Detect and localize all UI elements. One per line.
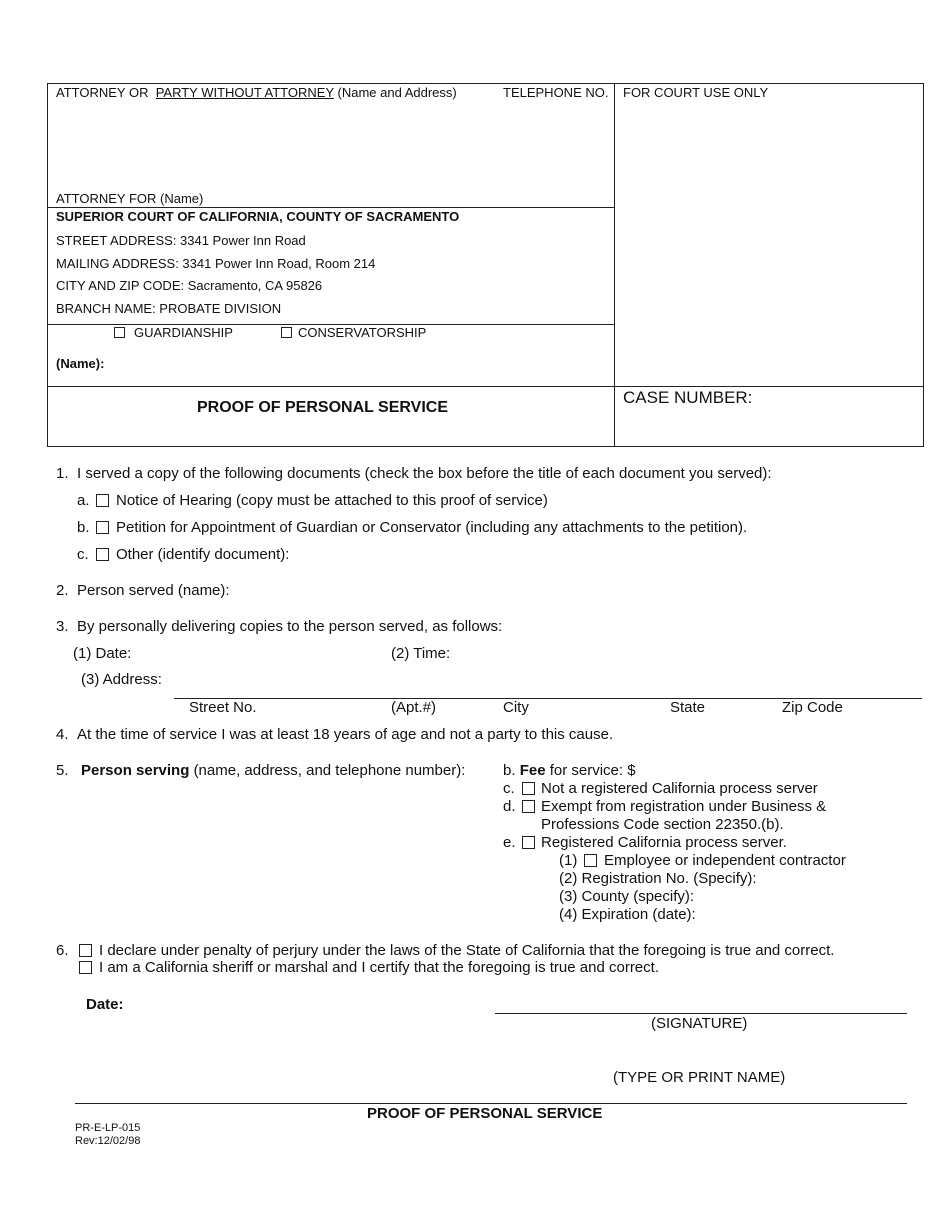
guardianship-checkbox[interactable] (114, 327, 125, 338)
state-label: State (670, 699, 706, 716)
declaration-date-label: Date: (86, 996, 124, 1013)
notice-of-hearing-checkbox[interactable] (96, 494, 109, 507)
item1-text: I served a copy of the following documents (check the box before the title of each document you served): (77, 465, 772, 482)
street-address: STREET ADDRESS: 3341 Power Inn Road (56, 233, 306, 248)
service-time-label: (2) Time: (391, 645, 451, 662)
not-registered-label: Not a registered California process server (541, 780, 818, 797)
employee-num: (1) (559, 852, 578, 869)
service-date-label: (1) Date: (73, 645, 132, 662)
age-statement: At the time of service I was at least 18 years of age and not a party to this cause. (77, 726, 614, 743)
court-use-label: FOR COURT USE ONLY (623, 85, 769, 100)
name-label: (Name): (56, 356, 105, 371)
other-document-checkbox[interactable] (96, 548, 109, 561)
item1b-letter: b. (77, 519, 90, 536)
telephone-label: TELEPHONE NO. (503, 85, 609, 100)
caption-divider (614, 83, 615, 446)
item5c-letter: c. (503, 780, 515, 797)
county-label: (3) County (specify): (559, 888, 695, 905)
item4-num: 4. (56, 726, 69, 743)
delivery-label: By personally delivering copies to the person served, as follows: (77, 618, 503, 635)
apt-label: (Apt.#) (391, 699, 437, 716)
perjury-declaration: I declare under penalty of perjury under the laws of the State of California that the foregoing is true and correct. (99, 942, 835, 959)
form-id: PR-E-LP-015 (75, 1122, 141, 1134)
expiration-label: (4) Expiration (date): (559, 906, 696, 923)
item3-num: 3. (56, 618, 69, 635)
court-rule (47, 207, 614, 208)
other-document-label: Other (identify document): (116, 546, 290, 563)
person-served-label: Person served (name): (77, 582, 230, 599)
signature-line[interactable] (495, 1013, 907, 1014)
item1-num: 1. (56, 465, 69, 482)
party-without-attorney-label: PARTY WITHOUT ATTORNEY (155, 85, 334, 100)
employee-label: Employee or independent contractor (604, 852, 846, 869)
exempt-label-2: Professions Code section 22350.(b). (541, 816, 784, 833)
not-registered-checkbox[interactable] (522, 782, 535, 795)
registered-label: Registered California process server. (541, 834, 787, 851)
city-zip: CITY AND ZIP CODE: Sacramento, CA 95826 (56, 278, 323, 293)
item6-num: 6. (56, 942, 69, 959)
conservatorship-label: CONSERVATORSHIP (298, 325, 427, 340)
guardianship-label: GUARDIANSHIP (134, 325, 233, 340)
mailing-address: MAILING ADDRESS: 3341 Power Inn Road, Room 214 (56, 256, 376, 271)
fee-label: b. Fee for service: $ (503, 762, 636, 779)
perjury-checkbox[interactable] (79, 944, 92, 957)
footer-title: PROOF OF PERSONAL SERVICE (367, 1105, 603, 1122)
item5e-letter: e. (503, 834, 516, 851)
service-address-label: (3) Address: (81, 671, 162, 688)
signature-label: (SIGNATURE) (651, 1015, 748, 1032)
item2-num: 2. (56, 582, 69, 599)
item1a-letter: a. (77, 492, 90, 509)
court-name: SUPERIOR COURT OF CALIFORNIA, COUNTY OF SACRAMENTO (56, 209, 460, 224)
person-serving-label: Person serving (name, address, and telephone number): (81, 762, 466, 779)
notice-of-hearing-label: Notice of Hearing (copy must be attached to this proof of service) (116, 492, 548, 509)
exempt-label-1: Exempt from registration under Business & (541, 798, 827, 815)
zip-label: Zip Code (782, 699, 843, 716)
print-name-label: (TYPE OR PRINT NAME) (613, 1069, 786, 1086)
petition-checkbox[interactable] (96, 521, 109, 534)
attorney-label: ATTORNEY OR PARTY WITHOUT ATTORNEY (Name and Address) (56, 85, 457, 100)
attorney-for-label: ATTORNEY FOR (Name) (56, 191, 204, 206)
sheriff-declaration: I am a California sheriff or marshal and I certify that the foregoing is true and correct. (99, 959, 659, 976)
branch-name: BRANCH NAME: PROBATE DIVISION (56, 301, 282, 316)
registration-no-label: (2) Registration No. (Specify): (559, 870, 757, 887)
exempt-checkbox[interactable] (522, 800, 535, 813)
item1c-letter: c. (77, 546, 89, 563)
case-number-label: CASE NUMBER: (623, 388, 753, 407)
form-title: PROOF OF PERSONAL SERVICE (197, 399, 449, 416)
registered-checkbox[interactable] (522, 836, 535, 849)
street-no-label: Street No. (189, 699, 257, 716)
footer-rule (75, 1103, 907, 1104)
sheriff-checkbox[interactable] (79, 961, 92, 974)
conservatorship-checkbox[interactable] (281, 327, 292, 338)
city-label: City (503, 699, 529, 716)
title-rule (47, 386, 923, 387)
employee-checkbox[interactable] (584, 854, 597, 867)
petition-label: Petition for Appointment of Guardian or Conservator (including any attachments to the petition). (116, 519, 748, 536)
item5d-letter: d. (503, 798, 516, 815)
item5-num: 5. (56, 762, 69, 779)
form-revision: Rev:12/02/98 (75, 1135, 141, 1147)
